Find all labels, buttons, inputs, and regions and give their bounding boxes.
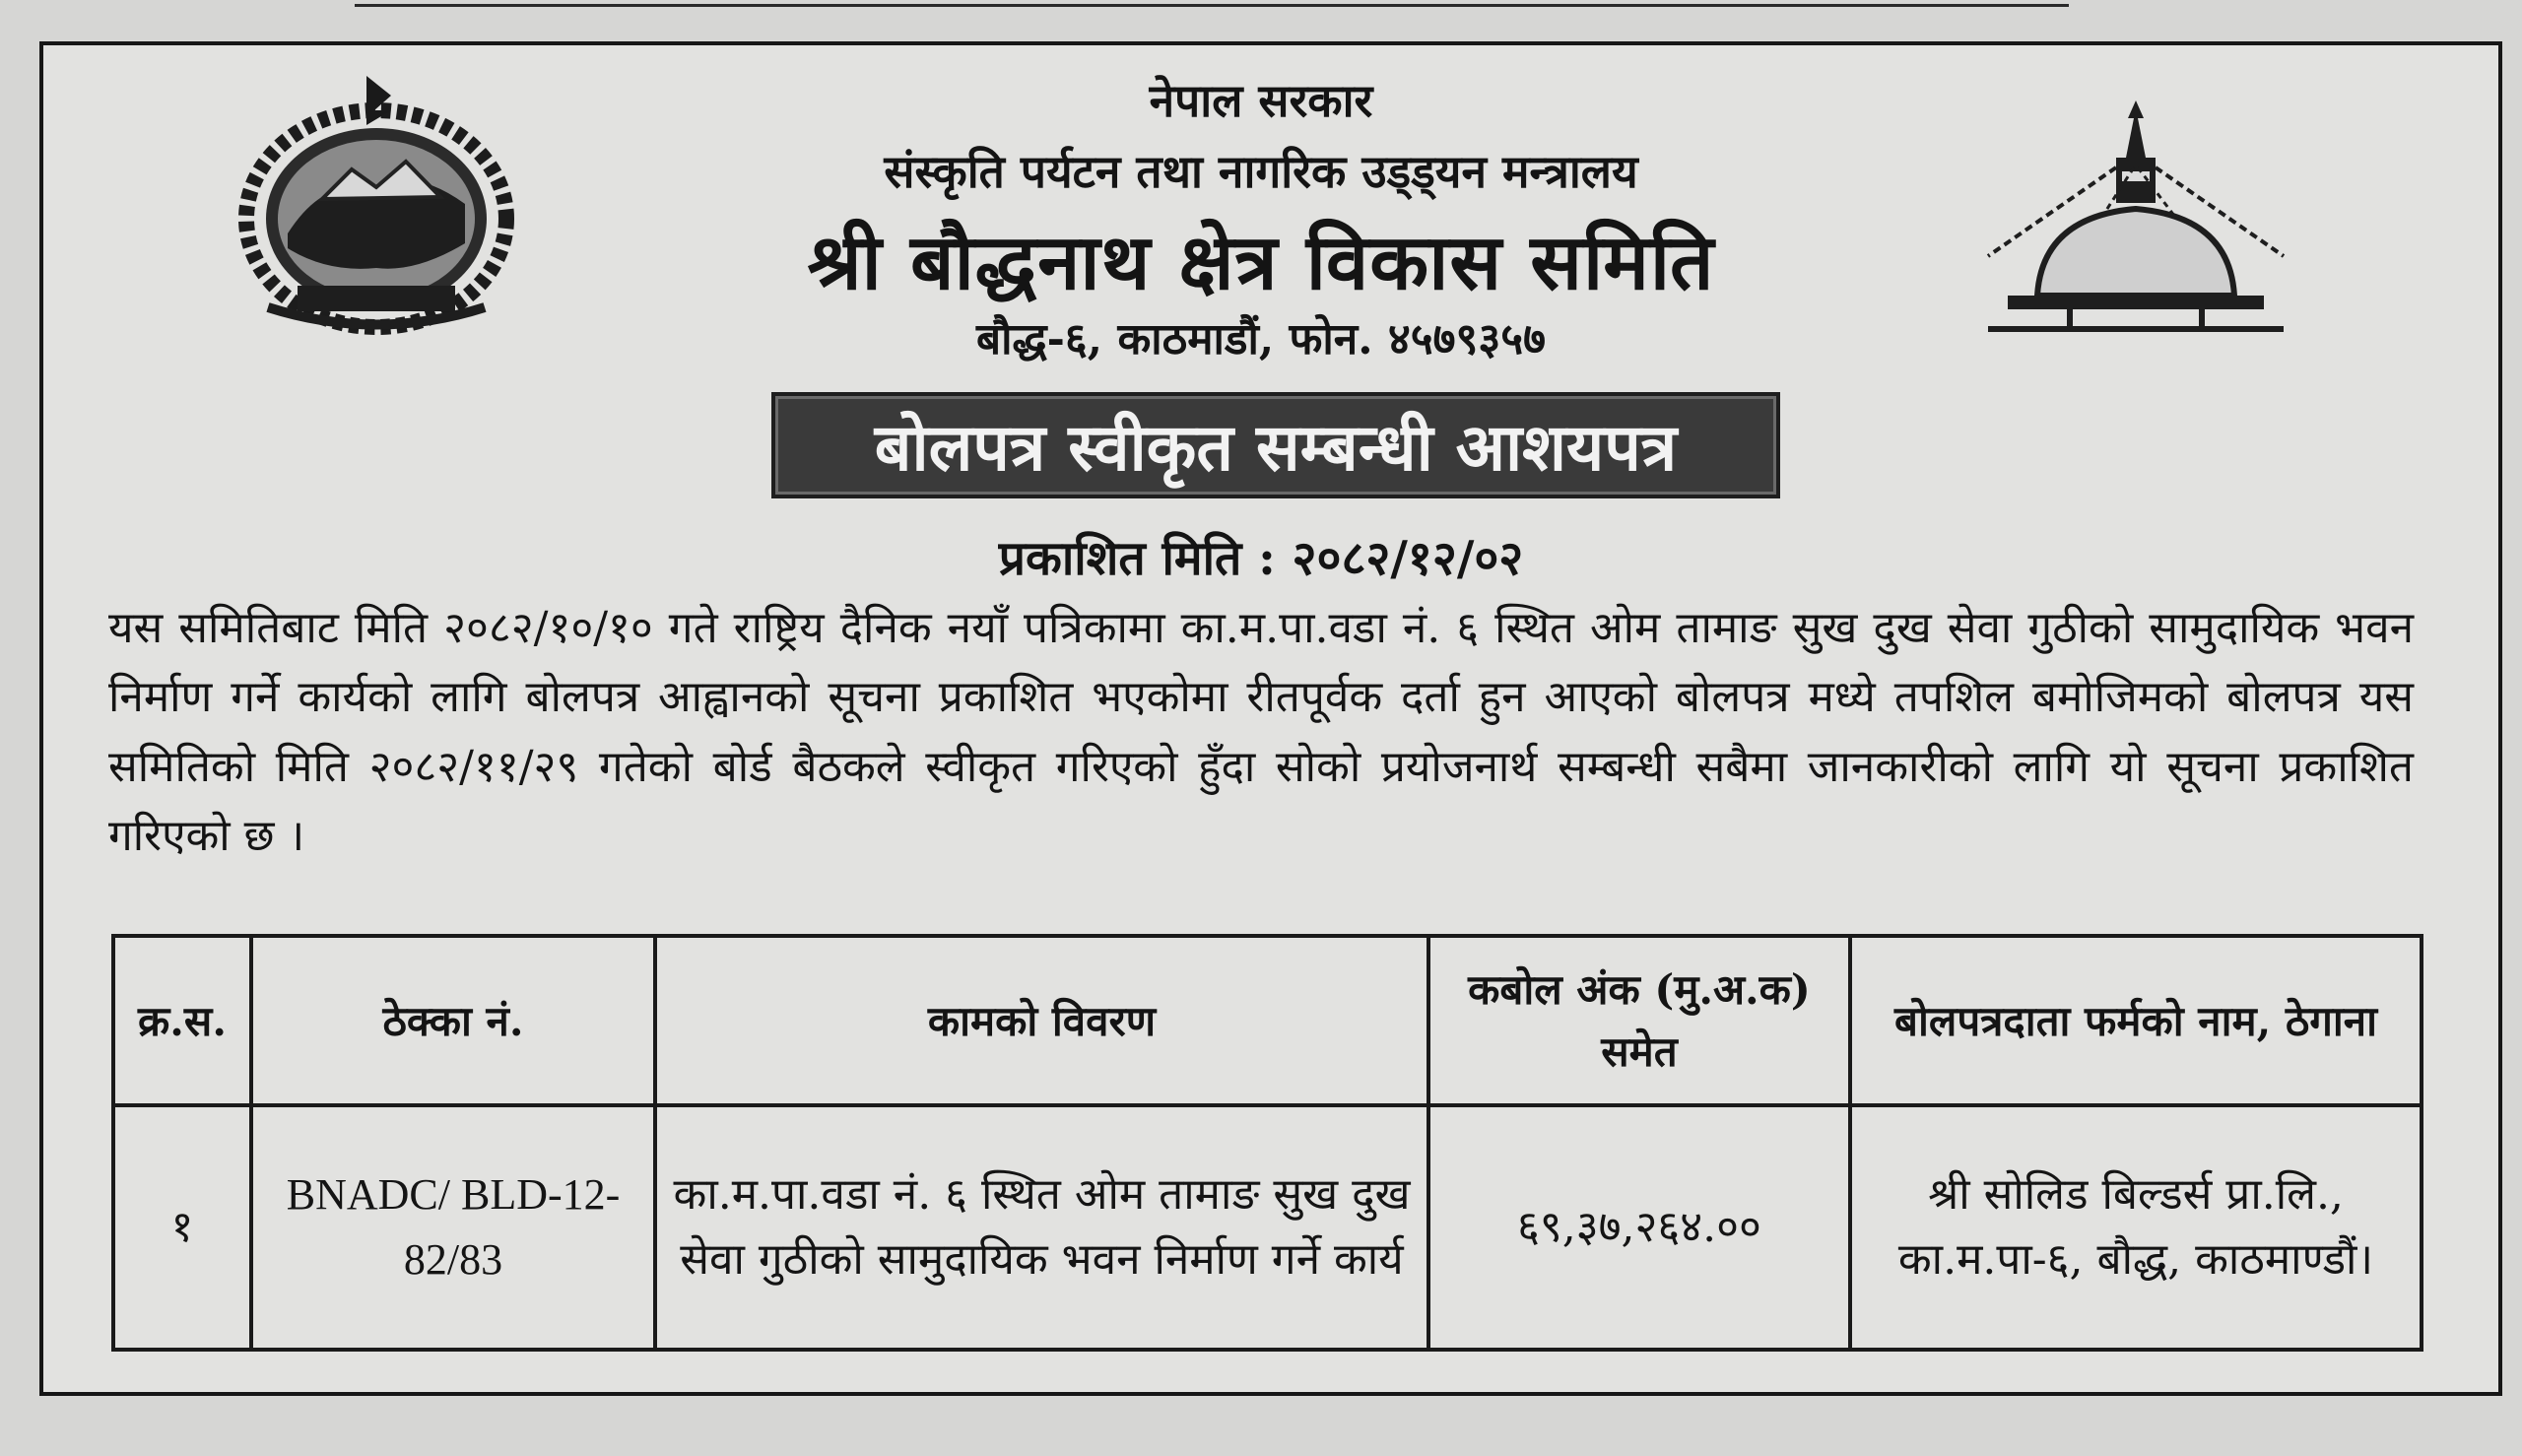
publication-date: प्रकाशित मिति : २०८२/१२/०२ (998, 531, 1524, 586)
notice-title-banner: बोलपत्र स्वीकृत सम्बन्धी आशयपत्र (771, 392, 1780, 498)
cell-serial: १ (113, 1105, 251, 1350)
header-serial: क्र.स. (113, 936, 251, 1105)
organization-name: श्री बौद्धनाथ क्षेत्र विकास समिति (807, 218, 1715, 307)
notice-body-text: यस समितिबाट मिति २०८२/१०/१० गते राष्ट्रिय दैनिक नयाँ पत्रिकामा का.म.पा.वडा नं. ६ स्थित ओम तामाङ सुख दुख सेवा गुठीको सामुदायिक भवन निर्माण गर्ने कार्यको लागि बोलपत्र आह्वानको सूचना प्रकाशित भएकोमा रीतपूर्वक दर्ता हुन आएको बोलपत्र मध्ये तपशिल बमोजिमको बोलपत्र यस समितिको मिति २०८२/११/२९ गतेको बोर्ड बैठकले स्वीकृत गरिएको हुँदा सोको प्रयोजनार्थ सम्बन्धी सबैमा जानकारीको लागि यो सूचना प्रकाशित गरिएको छ । (108, 603, 2414, 862)
header-contract-no: ठेक्का नं. (251, 936, 655, 1105)
cell-bid-amount: ६९,३७,२६४.०० (1428, 1105, 1850, 1350)
header-bidder: बोलपत्रदाता फर्मको नाम, ठेगाना (1850, 936, 2422, 1105)
cell-contract-no: BNADC/ BLD-12- 82/83 (251, 1105, 655, 1350)
header-work-description: कामको विवरण (655, 936, 1428, 1105)
tender-table (111, 934, 2423, 1352)
ministry-name: संस्कृति पर्यटन तथा नागरिक उड्ड्यन मन्त्रालय (884, 145, 1638, 198)
organization-address: बौद्ध-६, काठमाडौं, फोन. ४५७९३५७ (975, 314, 1547, 364)
cell-work-description: का.म.पा.वडा नं. ६ स्थित ओम तामाङ सुख दुख सेवा गुठीको सामुदायिक भवन निर्माण गर्ने कार्य (655, 1105, 1428, 1350)
table-header-row (113, 936, 2422, 1105)
cell-bidder: श्री सोलिड बिल्डर्स प्रा.लि., का.म.पा-६, बौद्ध, काठमाण्डौं। (1850, 1105, 2422, 1350)
page-top-rule (355, 4, 2069, 7)
header-bid-amount: कबोल अंक (मु.अ.क) समेत (1428, 936, 1850, 1105)
table-row (113, 1105, 2422, 1350)
government-name: नेपाल सरकार (1149, 74, 1373, 127)
